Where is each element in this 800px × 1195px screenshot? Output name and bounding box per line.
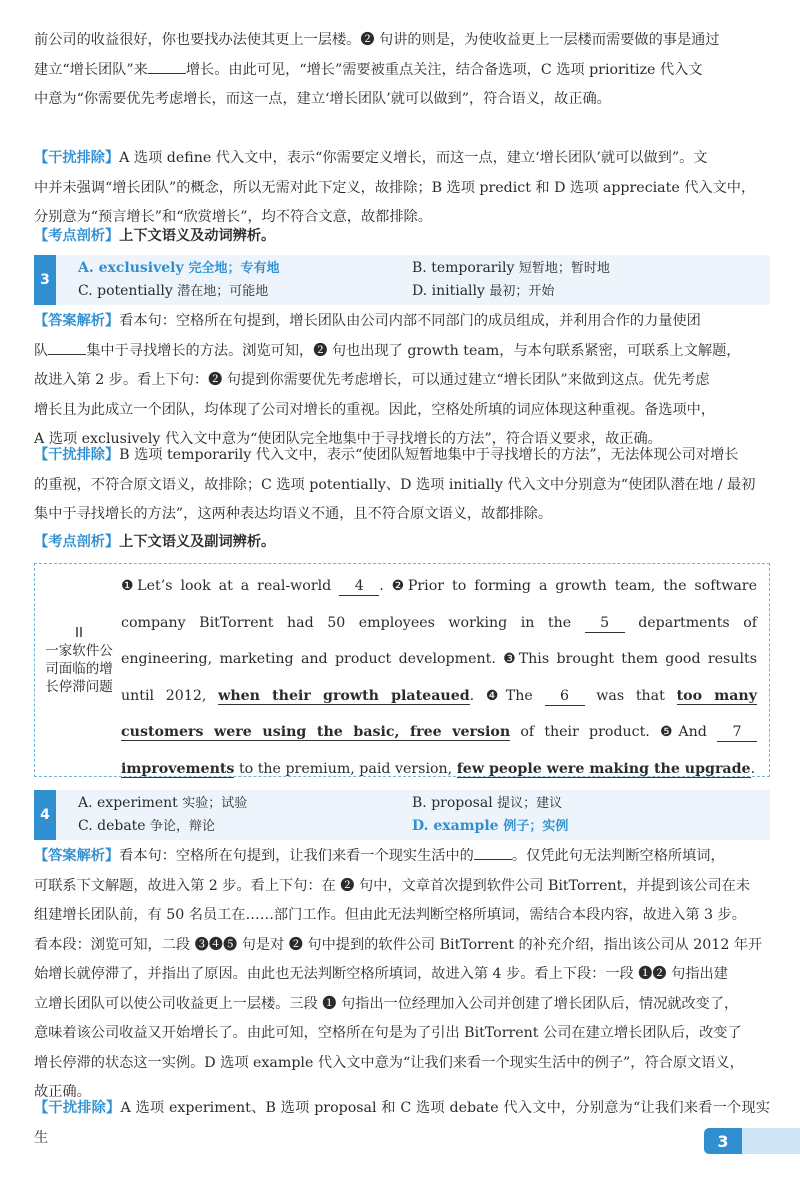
option-c: C. potentially 潜在地；可能地 [78, 283, 269, 299]
interference-section-3 [34, 441, 770, 530]
passage-box [34, 563, 770, 777]
highlight-phrase: when their growth plateaued [218, 687, 470, 704]
section-tag: 【答案解析】 [34, 313, 120, 329]
text-line: 队 [34, 342, 49, 359]
option-b: B. temporarily 短暂地；暂时地 [412, 260, 610, 276]
answer-blank [48, 340, 86, 355]
text-line: 可联系下文解题，故进入第 2 步。看上下句：在 ❷ 句中，文章首次提到软件公司 BitTorrent，并提到该公司在未 [34, 877, 751, 894]
highlight-phrase: too many customers were using the basic, free version [121, 687, 757, 740]
text-line: 意味着该公司收益又开始增长了。由此可知，空格所在句是为了引出 BitTorrent 公司在建立增长团队后，改变了 [34, 1025, 742, 1041]
answer-blank [148, 59, 186, 74]
interference-section-4 [34, 1094, 770, 1153]
option-a: A. experiment 实验；试验 [78, 795, 248, 811]
text-line: 看本句：空格所在句提到，让我们来看一个现实生活中的 [119, 848, 474, 864]
text-line: A 选项 define 代入文中，表示“你需要定义增长，而这一点，建立‘增长团队’就可以做到”。文 [119, 150, 708, 166]
passage-text: ❶Let’s look at a real-world 4 . ❷Prior to forming a growth team, the software company BitTorrent had 50 employees working in the 5 departments of engineering, marketing and product development. ❸This brought them good results until 2012, when their growth plateaued. ❹The 6 was that too many customers were using the basic, free version of their product. ❺And 7 improvements to the premium, paid version, few people were making the upgrade. [121, 578, 757, 777]
option-c: C. debate 争论，辩论 [78, 818, 216, 834]
analysis-section-3 [34, 528, 770, 558]
passage-section-title [43, 624, 115, 696]
section-tag: 【考点剖析】 [34, 534, 120, 550]
text-line: 的重视，不符合原文语义，故排除；C 选项 potentially、D 选项 initially 代入文中分别意为“使团队潜在地 / 最初 [34, 476, 756, 493]
option-d: D. initially 最初；开始 [412, 283, 555, 299]
question-4-options [34, 790, 770, 840]
text-line: 中并未强调“增长团队”的概念，所以无需对此下定义，故排除；B 选项 predict 和 D 选项 appreciate 代入文中， [34, 179, 756, 196]
option-a: A. exclusively 完全地；专有地 [78, 260, 280, 276]
section-tag: 【干扰排除】 [34, 150, 120, 166]
text-line: 。仅凭此句无法判断空格所填词， [511, 848, 725, 864]
option-d: D. example 例子；实例 [412, 818, 569, 834]
text-line: 增长停滞的状态这一实例。D 选项 example 代入文中意为“让我们来看一个现实生活中的例子”，符合原文语义， [34, 1054, 744, 1071]
answer-section-3 [34, 307, 770, 455]
text-line: 前公司的收益很好，你也要找办法使其更上一层楼。❷ 句讲的则是，为使收益更上一层楼而需要做的事是通过 [34, 32, 720, 48]
text-line: 集中于寻找增长的方法”，这两种表达均语义不通，且不符合原文语义，故都排除。 [34, 506, 553, 522]
section-tag: 【考点剖析】 [34, 228, 120, 244]
text-line: 组建增长团队前，有 50 名员工在……部门工作。但由此无法判断空格所填词，需结合本段内容，故进入第 3 步。 [34, 907, 746, 923]
text-line: A 选项 experiment、B 选项 proposal 和 C 选项 debate 代入文中，分别意为“让我们来看一个现实生 [34, 1100, 770, 1146]
interference-section-2 [34, 144, 770, 233]
text-line: B 选项 temporarily 代入文中，表示“使团队短暂地集中于寻找增长的方法”，无法体现公司对增长 [119, 447, 739, 463]
text-line: 故进入第 2 步。看上下句：❷ 句提到你需要优先考虑增长，可以通过建立“增长团队”来做到这点。优先考虑 [34, 372, 710, 388]
highlight-phrase: few people were making the upgrade [456, 760, 751, 777]
blank-4: 4 [339, 577, 379, 596]
text-line: A 选项 exclusively 代入文中意为“使团队完全地集中于寻找增长的方法”，符合语义要求，故正确。 [34, 431, 662, 447]
option-b: B. proposal 提议；建议 [412, 795, 563, 811]
blank-7: 7 [717, 723, 757, 742]
page-number: 3 [704, 1128, 742, 1154]
text-line: 始增长就停滞了，并指出了原因。由此也无法判断空格所填词，故进入第 4 步。看上下段：一段 ❶❷ 句指出建 [34, 966, 728, 982]
answer-section-4 [34, 842, 770, 1108]
text-line: 增长。由此可见，“增长”需要被重点关注，结合备选项，C 选项 prioritize 代入文 [185, 61, 703, 78]
analysis-text: 上下文语义及动词辨析。 [119, 228, 276, 244]
analysis-text: 上下文语义及副词辨析。 [119, 534, 276, 550]
section-numeral: II [75, 625, 83, 641]
text-line: 增长且为此成立一个团队，均体现了公司对增长的重视。因此，空格处所填的词应体现这种重视。备选项中， [34, 401, 716, 418]
section-heading: 一家软件公司面临的增长停滞问题 [45, 643, 113, 695]
section-tag: 【答案解析】 [34, 848, 120, 864]
question-number: 3 [34, 255, 56, 305]
analysis-section-2 [34, 222, 770, 252]
blank-6: 6 [545, 687, 585, 706]
text-line: 故正确。 [34, 1084, 91, 1100]
text-line: 看本句：空格所在句提到，增长团队由公司内部不同部门的成员组成，并利用合作的力量使团 [119, 313, 701, 329]
section-tag: 【干扰排除】 [34, 447, 120, 463]
text-line: 分别意为“预言增长”和“欣赏增长”，均不符合文意，故都排除。 [34, 209, 432, 225]
page-number-bar [742, 1128, 800, 1154]
explanation-paragraph-prev [34, 26, 770, 115]
text-line: 立增长团队可以使公司收益更上一层楼。三段 ❶ 句指出一位经理加入公司并创建了增长团队后，情况就改变了， [34, 995, 739, 1012]
highlight-phrase: improvements [121, 760, 235, 777]
section-tag: 【干扰排除】 [34, 1100, 121, 1116]
blank-5: 5 [585, 614, 625, 633]
text-line: 集中于寻找增长的方法。浏览可知，❷ 句也出现了 growth team，与本句联系紧密，可联系上文解题， [86, 342, 741, 359]
question-number: 4 [34, 790, 56, 840]
text-line: 中意为“你需要优先考虑增长，而这一点，建立‘增长团队’就可以做到”，符合语义，故正确。 [34, 91, 611, 107]
question-3-options [34, 255, 770, 305]
text-line: 看本段：浏览可知，二段 ❸❹❺ 句是对 ❷ 句中提到的软件公司 BitTorrent 的补充介绍，指出该公司从 2012 年开 [34, 936, 763, 953]
answer-blank [474, 845, 512, 860]
text-line: 建立“增长团队”来 [34, 61, 148, 78]
